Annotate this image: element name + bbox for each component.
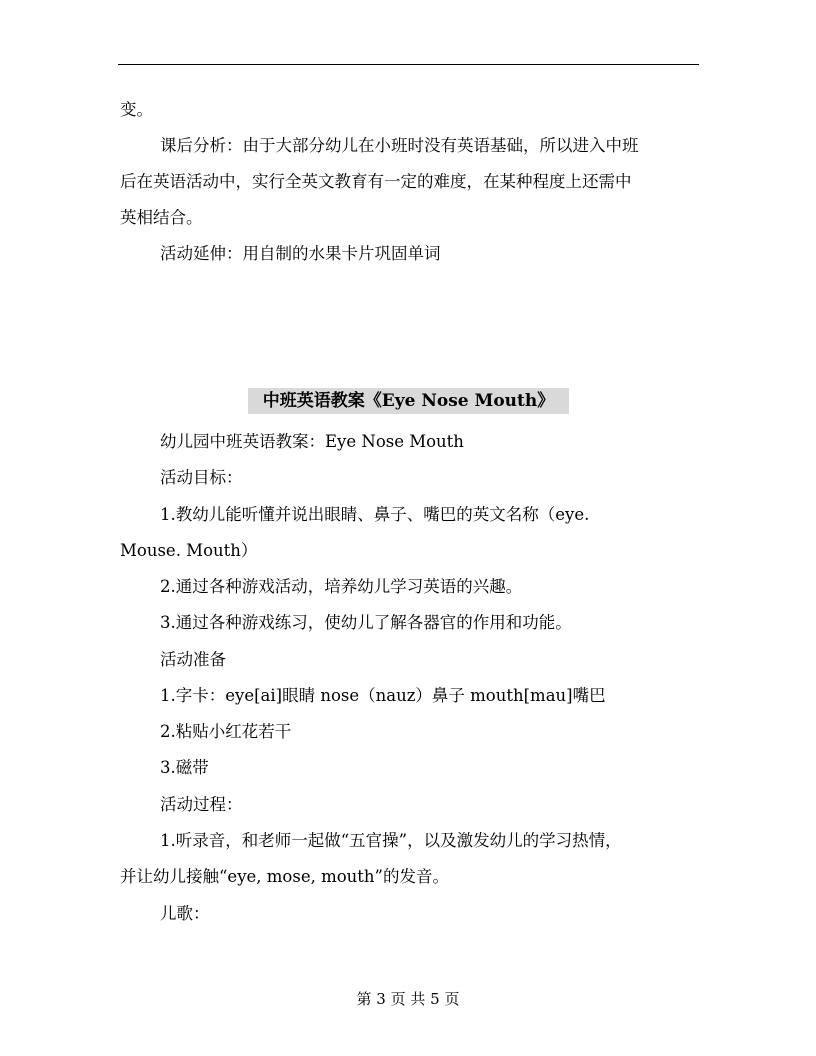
text-line: 活动准备 [160,650,226,669]
text-line: 1.听录音，和老师一起做“五官操”，以及激发幼儿的学习热情， [160,831,622,850]
text-line: 活动延伸：用自制的水果卡片巩固单词 [160,244,441,263]
text-line: 活动目标： [160,468,243,487]
text-line: 后在英语活动中，实行全英文教育有一定的难度，在某种程度上还需中 [120,172,632,191]
text-line: 并让幼儿接触“eye, mose, mouth”的发音。 [120,867,449,886]
text-line: 3.磁带 [160,758,209,777]
header-rule [118,64,699,65]
text-line: 变。 [120,100,153,119]
page-footer: 第 3 页 共 5 页 [356,990,460,1008]
section-title: 中班英语教案《Eye Nose Mouth》 [248,388,569,414]
text-line: 幼儿园中班英语教案：Eye Nose Mouth [160,432,464,451]
text-line: 英相结合。 [120,208,203,227]
text-line: 2.通过各种游戏活动，培养幼儿学习英语的兴趣。 [160,577,523,596]
text-line: 课后分析：由于大部分幼儿在小班时没有英语基础，所以进入中班 [160,136,639,155]
text-line: 儿歌： [160,904,210,923]
text-line: 活动过程： [160,795,243,814]
text-line: 3.通过各种游戏练习，使幼儿了解各器官的作用和功能。 [160,613,572,632]
text-line: 2.粘贴小红花若干 [160,722,292,741]
text-line: 1.教幼儿能听懂并说出眼睛、鼻子、嘴巴的英文名称（eye. [160,505,590,524]
text-line: Mouse. Mouth） [120,541,258,560]
text-line: 1.字卡：eye[ai]眼睛 nose（nauz）鼻子 mouth[mau]嘴巴 [160,686,606,705]
